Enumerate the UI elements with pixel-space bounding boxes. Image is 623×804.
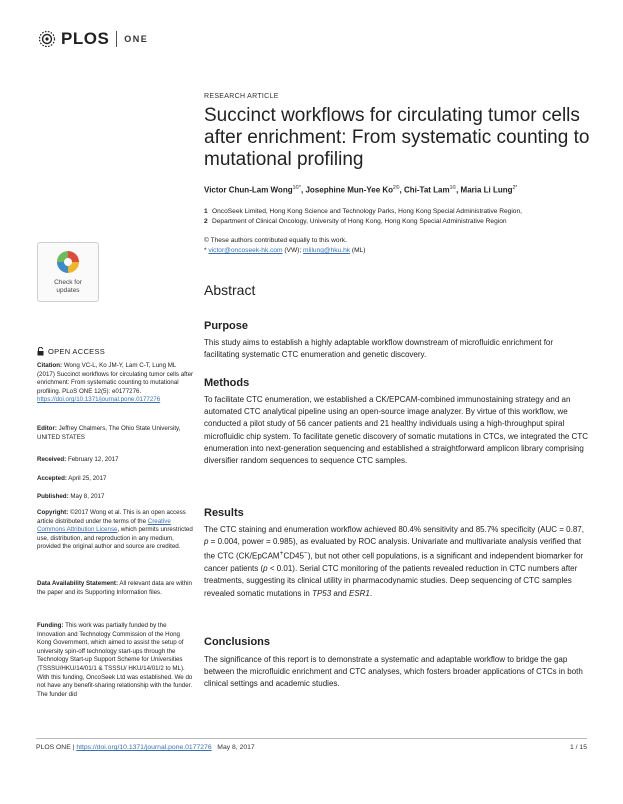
license-link[interactable]: Creative Commons Attribution License: [37, 517, 171, 534]
page-number: 1 / 15: [569, 744, 587, 751]
open-access-badge: [37, 347, 105, 356]
affiliation-number: 1: [204, 208, 208, 215]
affiliation-number: 2: [204, 218, 208, 225]
crossmark-label: [38, 279, 98, 295]
funding-text: This work was partially funded by the Innovation and Technology Commission of the Hong Kong Government, which aimed to assist the setup of university spin-off technology start-ups through the Technology Start-up Support Scheme for Universities (TSSSU/HKU/14/01/1 & TSSSU/ HKU/14/01/2 to ML). With this funding, OncoSeek Ltd was established. We do not have any benefit-sharing relationship with the funder. The funder did: [37, 622, 193, 698]
author-list: Victor Chun-Lam Wong$^{1©*}$, Josephine Mun-Yee $Ko^{2©}$, Chi-Tat Lam$^{1©}$, Maria Li Lung$^{2*}$: [204, 185, 518, 195]
gene-name: TP53: [312, 588, 332, 598]
journal-name: ONE: [124, 34, 149, 44]
check-for-updates-button[interactable]: [37, 242, 99, 302]
email-owner: (ML): [350, 247, 366, 254]
article-title: Succinct workflows for circulating tumor cells after enrichment: From systematic counting to mutational profiling: [204, 105, 590, 170]
accepted-label: Accepted:: [37, 475, 67, 482]
results-part: The CTC staining and enumeration workflow achieved 80.4% sensitivity and 85.7% specificity (AUC = 0.87,: [204, 525, 584, 534]
purpose-heading: Purpose: [204, 320, 249, 332]
copyright: [37, 509, 195, 552]
citation-text: Wong VC-L, Ko JM-Y, Lam C-T, Lung ML (2017) Succinct workflows for circulating tumor cells after enrichment: From systematic counting to mutational profiling. PLoS ONE 12(5): e0177276.: [37, 362, 194, 395]
results-sup: +: [279, 550, 284, 558]
email-owner: (VW);: [282, 247, 304, 254]
author-affil: 1©: [449, 185, 457, 191]
funding-label: Funding:: [37, 622, 64, 629]
page-footer: [36, 744, 255, 751]
results-part: .: [369, 588, 373, 598]
funding: [37, 622, 195, 699]
copyright-label: Copyright:: [37, 509, 69, 516]
citation-label: Citation:: [37, 362, 63, 369]
citation-doi-link[interactable]: https://doi.org/10.1371/journal.pone.0177276: [37, 396, 161, 404]
footer-divider: [36, 738, 587, 739]
open-access-label: OPEN ACCESS: [48, 347, 106, 356]
results-italic: p: [204, 537, 209, 547]
author-affil: 2*: [512, 185, 518, 191]
plos-logo-icon: [36, 28, 58, 50]
corresponding-emails: * victor@oncoseek-hk.com (VW); mlilung@hku.hk (ML): [204, 247, 366, 254]
published-date: [37, 493, 195, 502]
plos-brand: PLOS: [61, 29, 110, 48]
author-name: Josephine Mun-Yee Ko: [305, 185, 394, 195]
crossmark-line1: Check for: [54, 279, 82, 286]
footer-separator: |: [70, 744, 77, 751]
data-availability: [37, 580, 195, 597]
article-type: RESEARCH ARTICLE: [204, 93, 279, 100]
results-part: and: [331, 588, 349, 598]
results-part: ), but not other cell populations, is a significant and independent biomarker for cancer patients (: [204, 552, 584, 574]
methods-text: To facilitate CTC enumeration, we established a CK/EPCAM-combined immunostaining strategy and an automated CTC analytical pipeline using an open-source image analyzer. By virtue of this workflow, we conducted a pilot study of 56 cancer patients and 21 healthy individuals using a high-throughput spiral microfluidic chip system. To facilitate genetic discovery of somatic mutations in CTCs, we integrated the CTC enumeration into next-generation sequencing and established a straightforward amplicon library comprising diversifier random sequences to sequence CTC samples.: [204, 395, 588, 466]
received-date: [37, 456, 195, 465]
footer-date: May 8, 2017: [217, 744, 255, 751]
affiliation-item: [204, 207, 604, 217]
data-availability-label: Data Availability Statement:: [37, 580, 119, 587]
author-name: Chi-Tat Lam: [403, 185, 450, 195]
received-value: February 12, 2017: [66, 456, 119, 463]
crossmark-icon: [55, 249, 81, 275]
author-affil: 1©*: [292, 185, 302, 191]
author-notes: [204, 236, 604, 256]
author-name: Maria Li Lung: [460, 185, 513, 195]
copyright-text: , which permits unrestricted use, distribution, and reproduction in any medium, provided the original author and source are credited.: [37, 526, 193, 551]
plos-logo[interactable]: [36, 28, 148, 50]
copyright-text: ©2017 Wong et al. This is an open access article distributed under the terms of the: [37, 509, 186, 525]
published-value: May 8, 2017: [68, 493, 105, 500]
citation: [37, 362, 195, 405]
logo-divider: [116, 31, 117, 47]
editor-label: Editor:: [37, 425, 57, 432]
crossmark-line2: updates: [56, 287, 80, 294]
conclusions-text: The significance of this report is to demonstrate a systematic and adaptable workflow to bridge the gap between the microfluidic enrichment and CTC analyses, which fosters broader applications of CTCs in both clinical settings and academic studies.: [204, 655, 583, 689]
affiliation-item: [204, 217, 604, 227]
published-label: Published:: [37, 493, 69, 500]
editor: [37, 425, 195, 442]
results-sup: −: [303, 550, 308, 558]
methods-heading: Methods: [204, 377, 250, 389]
results-part: CD45: [283, 552, 304, 562]
affiliations: [204, 207, 604, 227]
equal-contribution-note: © These authors contributed equally to this work.: [204, 237, 347, 244]
affiliation-text: OncoSeek Limited, Hong Kong Science and Technology Parks, Hong Kong Special Administrative Region,: [212, 208, 522, 215]
results-part: < 0.01). Serial CTC monitoring of the patients revealed reduction in CTC numbers after treatments, suggesting its clinical utility in pharmacodynamic studies. Deep sequencing of CTC samples revealed somatic mutations in: [204, 564, 578, 598]
email-link[interactable]: mlilung@hku.hk: [303, 247, 351, 254]
purpose-text: This study aims to establish a highly adaptable workflow downstream of microfluidic enrichment for facilitating systematic CTC enumeration and genetic discovery.: [204, 338, 554, 360]
accepted-date: [37, 475, 195, 484]
author-affil: 2©: [393, 185, 400, 191]
results-text: [204, 524, 589, 600]
gene-name: ESR1: [348, 588, 370, 598]
results-italic: p: [263, 564, 268, 574]
conclusions-heading: Conclusions: [204, 636, 271, 648]
received-label: Received:: [37, 456, 67, 463]
footer-doi-link[interactable]: https://doi.org/10.1371/journal.pone.0177276: [76, 744, 212, 751]
results-part: = 0.004, power = 0.985), as evaluated by ROC analysis. Univariate and multivariate analysis verified that the CTC (CK/EpCAM: [204, 537, 582, 562]
affiliation-text: Department of Clinical Oncology, University of Hong Kong, Hong Kong Special Administrative Region: [212, 218, 507, 225]
open-lock-icon: [37, 347, 44, 356]
abstract-heading: Abstract: [204, 282, 256, 298]
data-availability-text: All relevant data are within the paper and its Supporting Information files.: [37, 580, 192, 596]
editor-text: Jeffrey Chalmers, The Ohio State University, UNITED STATES: [37, 425, 181, 441]
results-heading: Results: [204, 507, 244, 519]
footer-journal: PLOS ONE: [36, 744, 71, 751]
email-link[interactable]: victor@oncoseek-hk.com: [208, 247, 283, 254]
accepted-value: April 25, 2017: [66, 475, 107, 482]
author-name: Victor Chun-Lam Wong: [204, 185, 293, 195]
